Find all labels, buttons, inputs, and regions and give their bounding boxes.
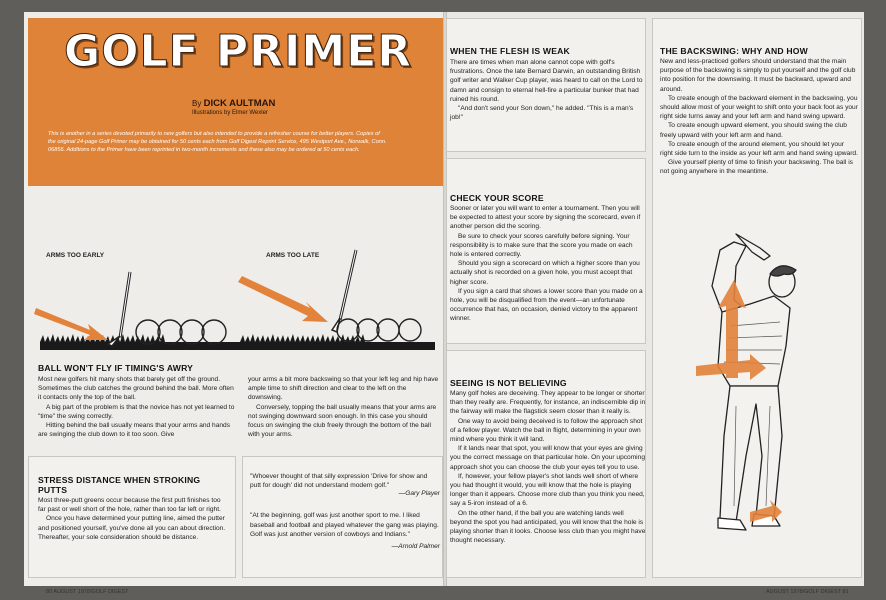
page-title: GOLF PRIMER xyxy=(64,26,413,77)
flesh-paragraph: There are times when man alone cannot cope with golf's frustrations. Once the late Bernard Darwin, an outstanding British golf writer and Walker Cup player, was heard to call on the Lord to damn and consign to eternal hell-fire a particular bunker that had ruined his round. xyxy=(450,59,643,103)
believing-paragraph: If it lands near that spot, you will know that your eyes are giving you the correct message on that particular hole. On your upcoming approach shot you can choose the club your eyes tell you to use. xyxy=(450,445,645,471)
backswing-paragraph: To create enough upward element, you should swing the club freely upward with your left arm and hand. xyxy=(660,122,847,139)
timing-illustration xyxy=(28,190,443,362)
flesh-paragraph: "And don't send your Son down," he added. "This is a man's job!" xyxy=(450,105,634,122)
putts-heading: STRESS DISTANCE WHEN STROKING PUTTS xyxy=(38,475,201,495)
golfer-backswing-illustration xyxy=(690,226,860,556)
footer-right: AUGUST 1978/GOLF DIGEST 81 xyxy=(766,589,849,595)
label-arms-too-early: ARMS TOO EARLY xyxy=(46,252,105,259)
intro-text: This is another in a series devoted primarily to new golfers but also intended to provide a refresher course for better players. Copies of the original 24-page Golf Primer may be obtained for 50 cents each from Golf Digest Reprint Service, 495 Westport Ave., Norwalk, Conn. 06856. Additions to the Primer have been reprinted in two-month increments and these also may be ordered at 50 cents each. xyxy=(48,131,387,154)
believing-paragraph: On the other hand, if the ball you are watching lands well beyond the spot you had anticipated, you will know that the hole is playing shorter than it looks. Choose less club than you might have thought necessary. xyxy=(450,509,646,545)
backswing-paragraph: To create enough of the backward element in the backswing, you should allow most of your weight to shift onto your back foot as your right side turns away and your left arm and hand swing upward. xyxy=(660,94,858,121)
timing-paragraph: Most new golfers hit many shots that barely get off the ground. Sometimes the club catches the ground behind the ball. More often it contacts only the top of the ball. xyxy=(38,376,234,402)
score-paragraph: If you sign a card that shows a lower score than you made on a hole, you will be disqualified from the event—an unfortunate occurrence that has, on occasion, denied victory to the apparent winner. xyxy=(450,287,643,323)
score-heading: CHECK YOUR SCORE xyxy=(450,193,544,203)
quotes-column xyxy=(250,472,440,550)
illustrator-credit: Illustrations by Elmer Wexler xyxy=(192,110,268,116)
backswing-paragraph: To create enough of the around element, you should let your right side turn to the inside as your left arm and hand swing upward. xyxy=(660,140,858,158)
backswing-paragraph: New and less-practiced golfers should understand that the main purpose of the backswing is simply to put yourself and the golf club into position for the downswing. It must be backward, upward and around. xyxy=(660,58,856,93)
backswing-paragraph: Give yourself plenty of time to finish your backswing. The ball is not going anywhere in the meantime. xyxy=(660,159,853,176)
believing-article xyxy=(450,378,646,545)
score-paragraph: Be sure to check your scores carefully before signing. Your responsibility is to make sure that the score you made on each hole is entered correctly. xyxy=(450,232,633,259)
score-article xyxy=(450,193,644,324)
golfer-legs xyxy=(720,386,782,522)
quote-attribution: —Arnold Palmer xyxy=(391,543,440,551)
author-name: DICK AULTMAN xyxy=(203,98,276,109)
score-paragraph: Should you sign a scorecard on which a higher score than you actually shot is recorded on a given hole, you must accept that higher score. xyxy=(450,260,640,286)
believing-paragraph: If, however, your fellow player's shot lands well short of where you had thought it would, you will know that the hole is playing longer than it appears. Choose more club than you think you need, say a 5-iron instead of a 6. xyxy=(450,472,645,508)
backswing-article xyxy=(660,46,858,177)
quote-text: "At the beginning, golf was just another sport to me. I liked baseball and football and played whatever the gang was playing. Golf was just another version of cowboys and Indians." xyxy=(250,512,439,538)
arrow-late xyxy=(238,276,328,322)
club-arms-too-early xyxy=(108,272,130,346)
quote-attribution: —Gary Player xyxy=(398,490,440,498)
timing-column-1 xyxy=(38,375,238,439)
timing-article xyxy=(38,363,438,373)
timing-column-2 xyxy=(248,375,440,439)
flesh-heading: WHEN THE FLESH IS WEAK xyxy=(450,46,570,56)
timing-paragraph: A big part of the problem is that the novice has not yet learned to "time" the swing correctly. xyxy=(38,403,235,420)
score-paragraph: Sooner or later you will want to enter a tournament. Then you will be expected to attest your score by signing the scorecard, even if another person did the scoring. xyxy=(450,205,641,231)
believing-paragraph: One way to avoid being deceived is to follow the approach shot of a fellow player. Watch the ball in flight, determining in your own mind where you think it will land. xyxy=(450,417,643,444)
believing-paragraph: Many golf holes are deceiving. They appear to be longer or shorter than they really are. Frequently, for instance, an indiscernible dip in the fairway will make the flagstick seem closer than it really is. xyxy=(450,390,646,416)
putts-paragraph: Most three-putt greens occur because the first putt finishes too far past or well short of the hole, rather than too far left or right. xyxy=(38,497,221,514)
timing-heading: BALL WON'T FLY IF TIMING'S AWRY xyxy=(38,363,194,373)
arrow-early xyxy=(34,308,108,340)
byline-prefix: By xyxy=(192,99,202,108)
timing-paragraph: your arms a bit more backswing so that your left leg and hip have ample time to shift direction and clear to the left on the downswing. xyxy=(248,376,439,402)
timing-paragraph: Conversely, topping the ball usually means that your arms are not swinging downward soon enough. In this case you should focus on swinging the club freely through the bottom of the ball with your arms. xyxy=(248,403,437,439)
backswing-heading: THE BACKSWING: WHY AND HOW xyxy=(660,46,808,56)
byline xyxy=(192,98,275,109)
believing-heading: SEEING IS NOT BELIEVING xyxy=(450,378,567,388)
footer-left: 80 AUGUST 1978/GOLF DIGEST xyxy=(46,589,129,595)
putts-article xyxy=(38,475,230,542)
putts-paragraph: Once you have determined your putting line, aimed the putter and positioned yourself, you've done all you can about direction. Thereafter, your sole consideration should be distance. xyxy=(38,515,226,541)
ball-path-late xyxy=(337,319,421,341)
flesh-article xyxy=(450,46,646,122)
timing-paragraph: Hitting behind the ball usually means that your arms and hands are swinging the club down to it too soon. Give xyxy=(38,422,231,439)
label-arms-too-late: ARMS TOO LATE xyxy=(266,252,320,259)
quote-text: "Whoever thought of that silly expression 'Drive for show and putt for dough' did not understand modern golf." xyxy=(250,473,428,490)
ball-path-early xyxy=(136,320,226,344)
